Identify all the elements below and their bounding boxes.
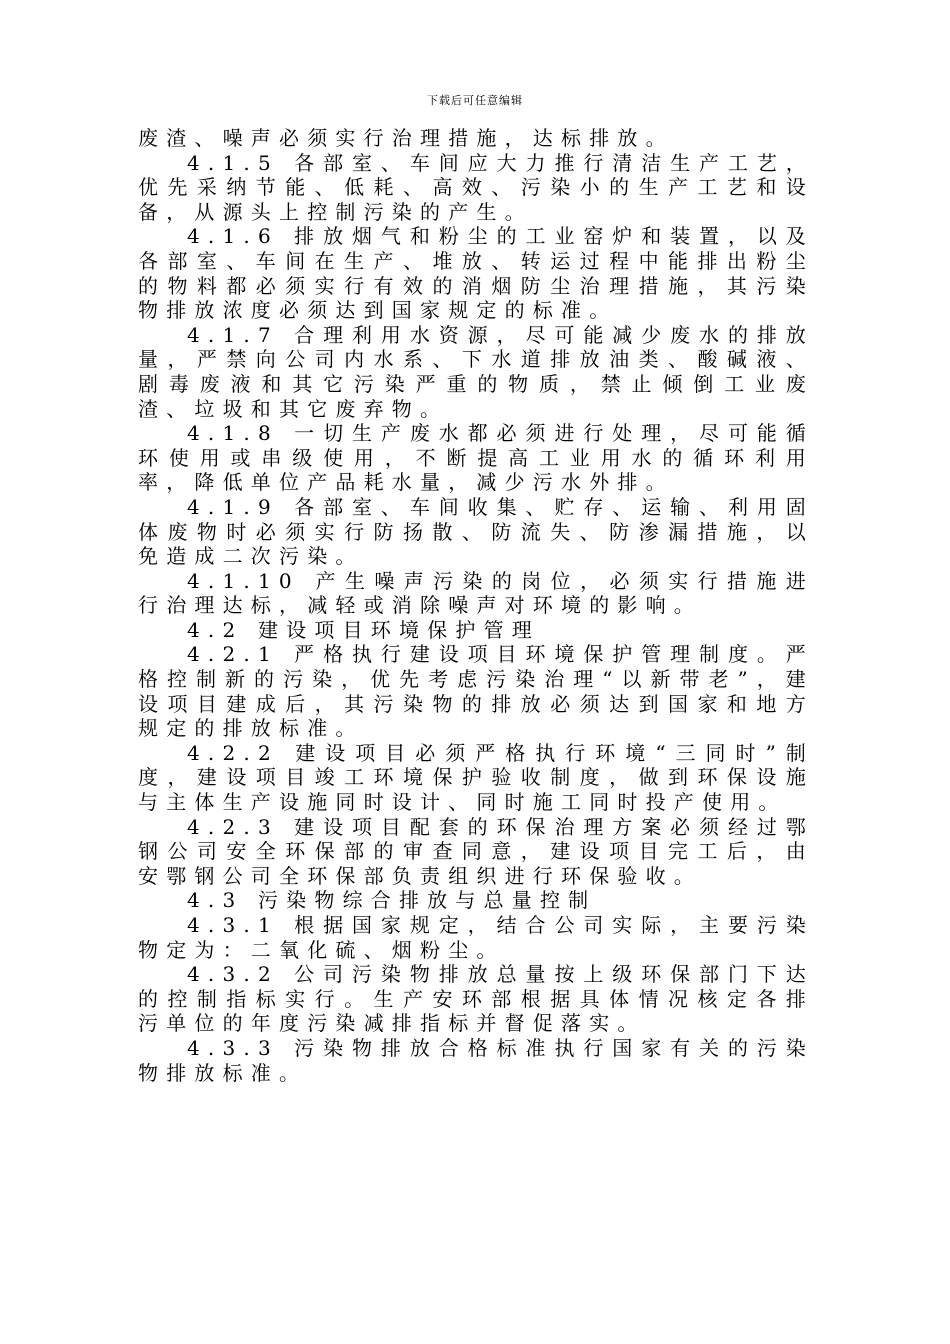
document-body: [138, 126, 814, 1085]
paragraph-4-2-1: 4.2.1 严格执行建设项目环境保护管理制度。严格控制新的污染，优先考虑污染治理“以新带老”，建设项目建成后，其污染物的排放必须达到国家和地方规定的排放标准。: [138, 642, 814, 741]
paragraph-4-1-10: 4.1.10 产生噪声污染的岗位，必须实行措施进行治理达标，减轻或消除噪声对环境的影响。: [138, 568, 814, 618]
page-header-note: 下载后可任意编辑: [427, 94, 523, 107]
paragraph-4-1-5: 4.1.5 各部室、车间应大力推行清洁生产工艺，优先采纳节能、低耗、高效、污染小的生产工艺和设备，从源头上控制污染的产生。: [138, 150, 814, 224]
paragraph-continuation: 废渣、噪声必须实行治理措施，达标排放。: [138, 126, 674, 150]
section-heading-4-2: 4.2 建设项目环境保护管理: [187, 617, 540, 642]
paragraph-4-1-9: 4.1.9 各部室、车间收集、贮存、运输、利用固体废物时必须实行防扬散、防流失、防渗漏措施，以免造成二次污染。: [138, 494, 814, 569]
paragraph-4-3-3: 4.3.3 污染物排放合格标准执行国家有关的污染物排放标准。: [138, 1035, 814, 1085]
paragraph-4-1-6: 4.1.6 排放烟气和粉尘的工业窑炉和装置，以及各部室、车间在生产、堆放、转运过程中能排出粉尘的物料都必须实行有效的消烟防尘治理措施，其污染物排放浓度必须达到国家规定的标准。: [138, 224, 814, 323]
paragraph-4-2-3: 4.2.3 建设项目配套的环保治理方案必须经过鄂钢公司安全环保部的审查同意，建设项目完工后，由安鄂钢公司全环保部负责组织进行环保验收。: [138, 814, 814, 888]
paragraph-4-3-1: 4.3.1 根据国家规定，结合公司实际，主要污染物定为：二氧化硫、烟粉尘。: [138, 913, 814, 962]
paragraph-4-1-7: 4.1.7 合理利用水资源，尽可能减少废水的排放量，严禁向公司内水系、下水道排放油类、酸碱液、剧毒废液和其它污染严重的物质，禁止倾倒工业废渣、垃圾和其它废弃物。: [138, 322, 814, 421]
paragraph-4-2-2: 4.2.2 建设项目必须严格执行环境“三同时”制度，建设项目竣工环境保护验收制度，做到环保设施与主体生产设施同时设计、同时施工同时投产使用。: [138, 740, 814, 815]
section-heading-4-3: 4.3 污染物综合排放与总量控制: [187, 888, 597, 913]
paragraph-4-1-8: 4.1.8 一切生产废水都必须进行处理，尽可能循环使用或串级使用，不断提高工业用水的循环利用率，降低单位产品耗水量，减少污水外排。: [138, 421, 814, 495]
paragraph-4-3-2: 4.3.2 公司污染物排放总量按上级环保部门下达的控制指标实行。生产安环部根据具体情况核定各排污单位的年度污染减排指标并督促落实。: [138, 962, 814, 1036]
